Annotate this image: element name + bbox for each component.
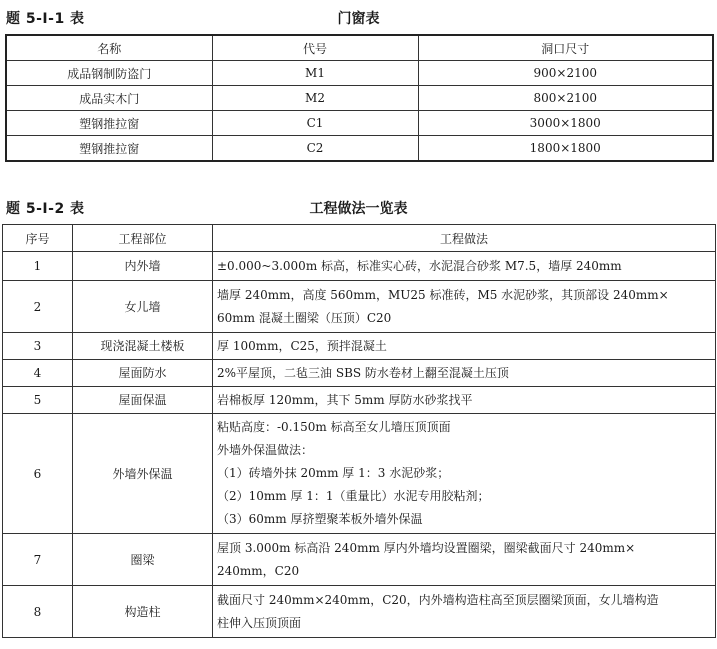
method-line: （3）60mm 厚挤塑聚苯板外墙外保温: [217, 512, 423, 526]
cell-part: 内外墙: [73, 252, 213, 281]
cell-code: M1: [212, 61, 418, 86]
cell-name: 塑钢推拉窗: [6, 136, 212, 162]
cell-code: C1: [212, 111, 418, 136]
method-line: 外墙外保温做法：: [217, 443, 314, 457]
cell-size: 3000×1800: [418, 111, 713, 136]
cell-name: 成品实木门: [6, 86, 212, 111]
table-header-row: [3, 225, 716, 252]
cell-part: 圈梁: [73, 534, 213, 586]
cell-method: [213, 360, 716, 387]
cell-method: [213, 333, 716, 360]
cell-seq: 1: [3, 252, 73, 281]
table-row: [6, 111, 713, 136]
table1-title: 门窗表: [337, 11, 380, 27]
cell-part: 现浇混凝土楼板: [73, 333, 213, 360]
table-row: [3, 281, 716, 333]
table-row: [3, 360, 716, 387]
cell-name: 成品钢制防盗门: [6, 61, 212, 86]
table-row: [6, 136, 713, 162]
table-row: [3, 333, 716, 360]
table-row: [3, 534, 716, 586]
table-row: [3, 586, 716, 638]
cell-code: M2: [212, 86, 418, 111]
table1-label: 题 5-Ⅰ-1 表: [6, 11, 85, 27]
header-method: 工程做法: [213, 225, 716, 252]
cell-part: 构造柱: [73, 586, 213, 638]
cell-seq: 8: [3, 586, 73, 638]
cell-size: 1800×1800: [418, 136, 713, 162]
cell-seq: 3: [3, 333, 73, 360]
cell-seq: 7: [3, 534, 73, 586]
cell-method: [213, 534, 716, 586]
table1-caption: [0, 6, 717, 28]
method-line: 60mm 混凝土圈梁（压顶）C20: [217, 310, 392, 325]
cell-part: 屋面保温: [73, 387, 213, 414]
cell-code: C2: [212, 136, 418, 162]
cell-method: [213, 252, 716, 281]
table-header-row: [6, 35, 713, 61]
table-row: [3, 414, 716, 534]
method-line: 粘贴高度：-0.150m 标高至女儿墙压顶顶面: [217, 420, 451, 434]
method-line: 240mm，C20: [217, 563, 300, 578]
cell-method: [213, 586, 716, 638]
cell-size: 800×2100: [418, 86, 713, 111]
header-code: 代号: [212, 35, 418, 61]
header-part: 工程部位: [73, 225, 213, 252]
cell-part: 女儿墙: [73, 281, 213, 333]
table2-label: 题 5-Ⅰ-2 表: [6, 201, 85, 217]
table-row: [6, 86, 713, 111]
cell-method: [213, 414, 716, 534]
header-opening-size: 洞口尺寸: [418, 35, 713, 61]
method-line: ±0.000~3.000m 标高，标准实心砖，水泥混合砂浆 M7.5，墙厚 240mm: [217, 258, 622, 273]
cell-method: [213, 387, 716, 414]
table-row: [6, 61, 713, 86]
method-line: 截面尺寸 240mm×240mm，C20，内外墙构造柱高至顶层圈梁顶面，女儿墙构造: [217, 592, 659, 607]
cell-seq: 4: [3, 360, 73, 387]
method-line: 岩棉板厚 120mm，其下 5mm 厚防水砂浆找平: [217, 392, 473, 407]
table2-title: 工程做法一览表: [309, 201, 408, 217]
table-row: [3, 252, 716, 281]
cell-seq: 5: [3, 387, 73, 414]
header-seq: 序号: [3, 225, 73, 252]
cell-seq: 6: [3, 414, 73, 534]
header-name: 名称: [6, 35, 212, 61]
cell-seq: 2: [3, 281, 73, 333]
method-line: 厚 100mm，C25，预拌混凝土: [217, 338, 387, 353]
table-row: [3, 387, 716, 414]
cell-size: 900×2100: [418, 61, 713, 86]
method-line: 2%平屋顶，二毡三油 SBS 防水卷材上翻至混凝土压顶: [217, 365, 509, 380]
cell-name: 塑钢推拉窗: [6, 111, 212, 136]
cell-part: 外墙外保温: [73, 414, 213, 534]
method-line: （2）10mm 厚 1：1（重量比）水泥专用胶粘剂；: [217, 489, 490, 503]
method-line: 墙厚 240mm，高度 560mm，MU25 标准砖，M5 水泥砂浆，其顶部设 240mm×: [217, 287, 669, 302]
method-line: 屋顶 3.000m 标高沿 240mm 厚内外墙均设置圈梁，圈梁截面尺寸 240mm×: [217, 540, 636, 555]
cell-method: [213, 281, 716, 333]
door-window-table: [5, 34, 714, 162]
method-line: 柱伸入压顶顶面: [217, 615, 302, 630]
construction-method-table: [2, 224, 716, 638]
method-line: （1）砖墙外抹 20mm 厚 1：3 水泥砂浆；: [217, 466, 450, 480]
table2-caption: [0, 196, 717, 218]
cell-part: 屋面防水: [73, 360, 213, 387]
